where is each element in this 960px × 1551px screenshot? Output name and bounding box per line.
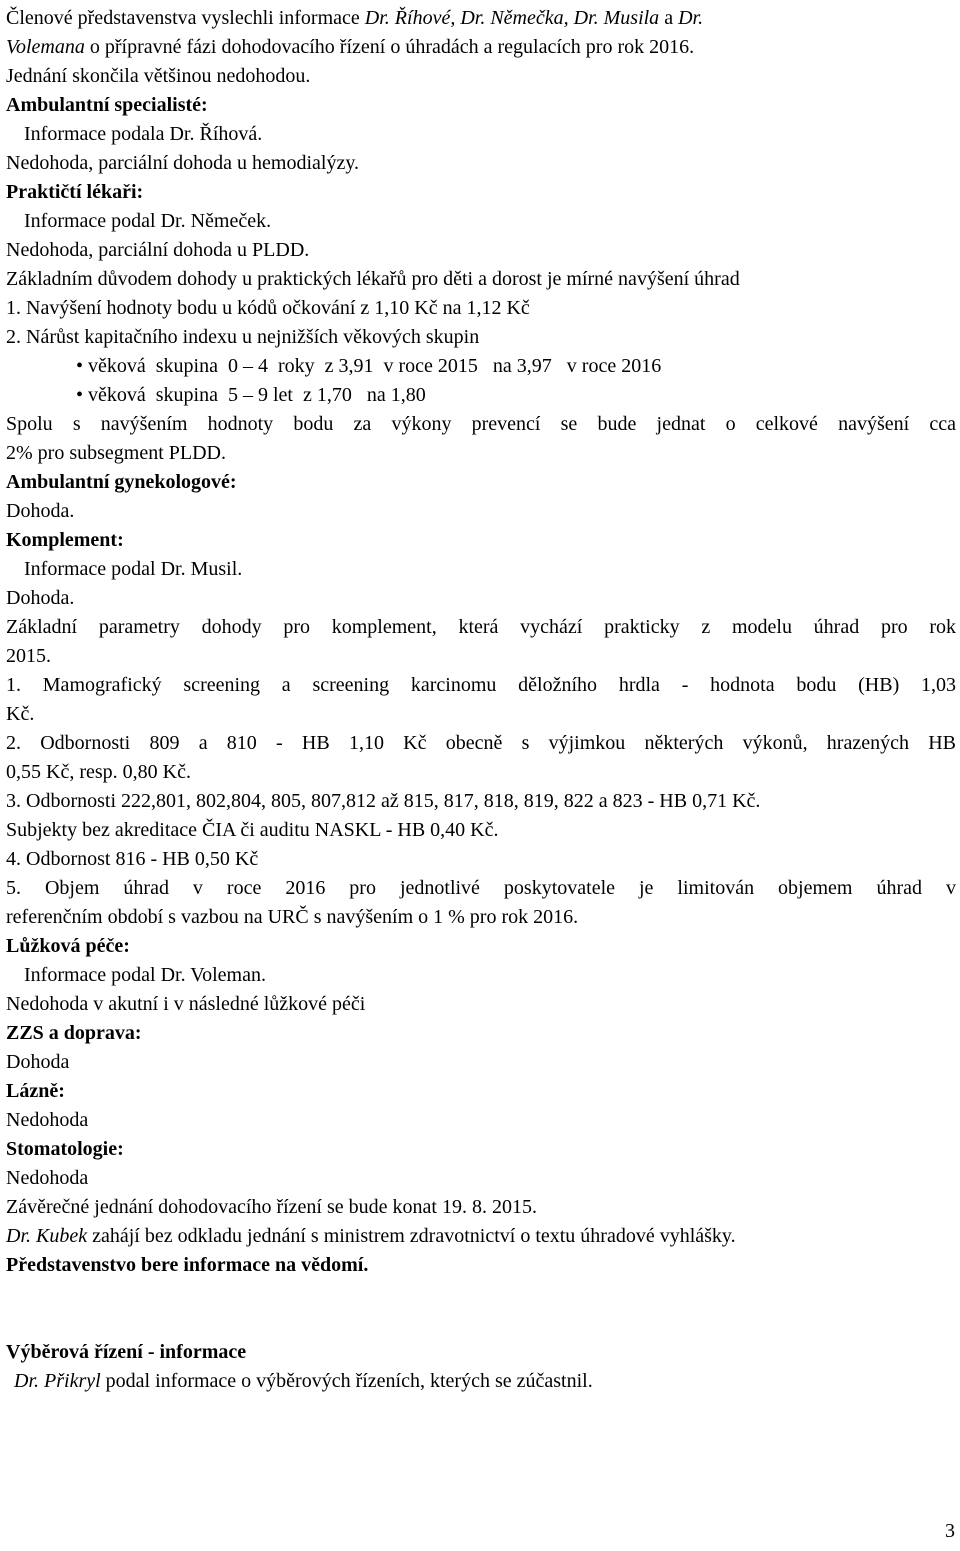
- komplement-params-line-2: 2015.: [6, 645, 51, 667]
- section-heading-ambulantni-specialiste: Ambulantní specialisté:: [6, 94, 208, 116]
- komplement-item-2-line-2: 0,55 Kč, resp. 0,80 Kč.: [6, 761, 191, 783]
- intro-text-rest: o přípravné fázi dohodovacího řízení o úhradách a regulacích pro rok 2016.: [84, 36, 695, 58]
- vyberova-rizeni-text: podal informace o výběrových řízeních, kterých se zúčastnil.: [100, 1370, 593, 1392]
- board-resolution: Představenstvo bere informace na vědomí.: [6, 1254, 369, 1276]
- komplement-item-4: 4. Odbornost 816 - HB 0,50 Kč: [6, 848, 259, 870]
- komplement-params-line-1: Základní parametry dohody pro komplement, která vychází prakticky z modelu úhrad pro rok: [6, 616, 956, 638]
- prakticti-lekari-summary-line-2: 2% pro subsegment PLDD.: [6, 442, 226, 464]
- luzkova-pece-result: Nedohoda v akutní i v následné lůžkové péči: [6, 993, 366, 1015]
- age-group-bullet-1: • věková skupina 0 – 4 roky z 3,91 v roce 2015 na 3,97 v roce 2016: [76, 355, 662, 377]
- final-meeting-note: Závěrečné jednání dohodovacího řízení se bude konat 19. 8. 2015.: [6, 1196, 537, 1218]
- komplement-item-5-line-2: referenčním období s vazbou na URČ s navýšením o 1 % pro rok 2016.: [6, 906, 579, 928]
- intro-names: Dr. Říhové, Dr. Němečka, Dr. Musila: [364, 7, 660, 29]
- section-heading-luzkova-pece: Lůžková péče:: [6, 935, 130, 957]
- prakticti-lekari-summary-line-1: Spolu s navýšením hodnoty bodu za výkony prevencí se bude jednat o celkové navýšení cca: [6, 413, 956, 435]
- prakticti-lekari-info: Informace podal Dr. Němeček.: [24, 210, 272, 232]
- intro-line-1: [6, 4, 956, 33]
- luzkova-pece-info: Informace podal Dr. Voleman.: [24, 964, 266, 986]
- intro-text: Členové představenstva vyslechli informace: [6, 7, 365, 29]
- prakticti-lekari-reason: Základním důvodem dohody u praktických lékařů pro děti a dorost je mírné navýšení úhrad: [6, 268, 740, 290]
- intro-text-and: a: [659, 7, 679, 29]
- document-page: [6, 4, 956, 1396]
- intro-line-2: [6, 33, 956, 62]
- ambulantni-specialiste-result: Nedohoda, parciální dohoda u hemodialýzy.: [6, 152, 360, 174]
- stomatologie-result: Nedohoda: [6, 1167, 89, 1189]
- section-heading-komplement: Komplement:: [6, 529, 124, 551]
- section-heading-lazne: Lázně:: [6, 1080, 65, 1102]
- section-heading-prakticti-lekari: Praktičtí lékaři:: [6, 181, 144, 203]
- vyberova-rizeni-note: [6, 1367, 956, 1396]
- kubek-note-text: zahájí bez odkladu jednání s ministrem zdravotnictví o textu úhradové vyhlášky.: [87, 1225, 736, 1247]
- page-number: 3: [945, 1520, 955, 1542]
- komplement-item-3-line-1: 3. Odbornosti 222,801, 802,804, 805, 807,812 až 815, 817, 818, 819, 822 a 823 - HB 0,71 Kč.: [6, 790, 761, 812]
- age-group-bullet-2: • věková skupina 5 – 9 let z 1,70 na 1,80: [76, 384, 426, 406]
- komplement-item-5-line-1: 5. Objem úhrad v roce 2016 pro jednotlivé poskytovatele je limitován objemem úhrad v: [6, 877, 956, 899]
- komplement-item-1-line-2: Kč.: [6, 703, 35, 725]
- section-spacer: [6, 1280, 956, 1338]
- komplement-item-2-line-1: 2. Odbornosti 809 a 810 - HB 1,10 Kč obecně s výjimkou některých výkonů, hrazených HB: [6, 732, 956, 754]
- ambulantni-gynekologove-result: Dohoda.: [6, 500, 75, 522]
- section-heading-stomatologie: Stomatologie:: [6, 1138, 124, 1160]
- prikryl-name: Dr. Přikryl: [14, 1370, 101, 1392]
- intro-name-voleman: Volemana: [6, 36, 85, 58]
- prakticti-lekari-item-2: 2. Nárůst kapitačního indexu u nejnižších věkových skupin: [6, 326, 480, 348]
- komplement-item-3-line-2: Subjekty bez akreditace ČIA či auditu NASKL - HB 0,40 Kč.: [6, 819, 499, 841]
- ambulantni-specialiste-info: Informace podala Dr. Říhová.: [24, 123, 263, 145]
- intro-name-title: Dr.: [678, 7, 704, 29]
- zzs-result: Dohoda: [6, 1051, 70, 1073]
- prakticti-lekari-item-1: 1. Navýšení hodnoty bodu u kódů očkování z 1,10 Kč na 1,12 Kč: [6, 297, 530, 319]
- section-heading-ambulantni-gynekologove: Ambulantní gynekologové:: [6, 471, 237, 493]
- section-heading-zzs: ZZS a doprava:: [6, 1022, 142, 1044]
- komplement-result: Dohoda.: [6, 587, 75, 609]
- komplement-info: Informace podal Dr. Musil.: [24, 558, 243, 580]
- lazne-result: Nedohoda: [6, 1109, 89, 1131]
- section-heading-vyberova-rizeni: Výběrová řízení - informace: [6, 1341, 247, 1363]
- kubek-note: [6, 1222, 956, 1251]
- intro-line-3: Jednání skončila většinou nedohodou.: [6, 65, 311, 87]
- komplement-item-1-line-1: 1. Mamografický screening a screening karcinomu děložního hrdla - hodnota bodu (HB) 1,03: [6, 674, 956, 696]
- prakticti-lekari-result: Nedohoda, parciální dohoda u PLDD.: [6, 239, 310, 261]
- kubek-name: Dr. Kubek: [6, 1225, 88, 1247]
